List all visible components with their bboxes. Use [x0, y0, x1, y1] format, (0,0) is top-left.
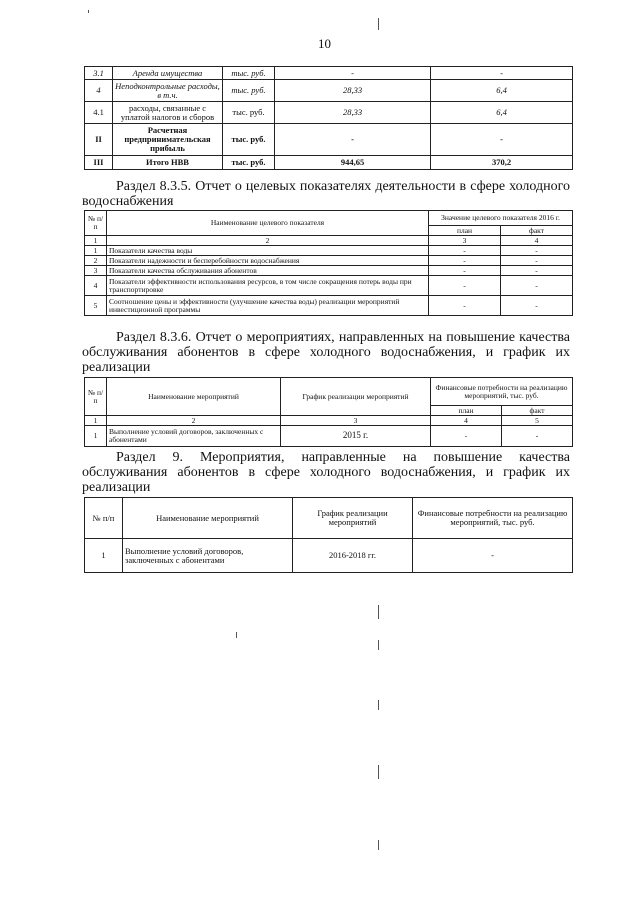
row-name: Соотношение цены и эффективности (улучшение качества воды) реализации мероприятий инвестиционной программы	[107, 296, 429, 316]
row-fact: -	[501, 256, 573, 266]
table-row	[85, 80, 573, 102]
header-num: № п/п	[85, 378, 107, 416]
section-9	[82, 450, 570, 495]
row-name: Показатели качества воды	[107, 246, 429, 256]
row-value-2: -	[431, 67, 573, 80]
row-plan: -	[429, 256, 501, 266]
row-name: Расчетная предпринимательская прибыль	[113, 124, 223, 156]
row-num: 1	[85, 246, 107, 256]
row-schedule: 2016-2018 гг.	[293, 539, 413, 573]
table-row	[85, 266, 573, 276]
row-plan: -	[429, 246, 501, 256]
header-schedule: График реализации мероприятий	[293, 498, 413, 539]
row-value-2: 6,4	[431, 102, 573, 124]
row-unit: тыс. руб.	[223, 67, 275, 80]
row-plan: -	[431, 426, 502, 447]
row-unit: тыс. руб.	[223, 124, 275, 156]
row-num: 1	[85, 426, 107, 447]
table-row	[85, 246, 573, 256]
table-row	[85, 256, 573, 266]
row-num: 3	[85, 266, 107, 276]
row-num: III	[85, 156, 113, 170]
row-value-1: 28,33	[275, 102, 431, 124]
row-name: Показатели качества обслуживания абонентов	[107, 266, 429, 276]
row-name: расходы, связанные с уплатой налогов и сборов	[113, 102, 223, 124]
row-unit: тыс. руб.	[223, 80, 275, 102]
header-fact: факт	[501, 226, 573, 236]
row-value-1: -	[275, 67, 431, 80]
header-row	[85, 211, 573, 226]
row-num: 1	[85, 539, 123, 573]
scan-speck	[378, 640, 379, 650]
row-name: Итого НВВ	[113, 156, 223, 170]
row-name: Выполнение условий договоров, заключенных с абонентами	[107, 426, 281, 447]
section-text: Отчет о целевых показателях деятельности в сфере холодного водоснабжения	[82, 179, 570, 209]
index-cell: 4	[431, 416, 502, 426]
measures-plan-table	[84, 497, 573, 573]
row-name: Показатели эффективности использования ресурсов, в том числе сокращения потерь воды при транспортировке	[107, 276, 429, 296]
scan-speck	[378, 605, 379, 619]
header-fact: факт	[502, 406, 573, 416]
table-row	[85, 426, 573, 447]
table-row	[85, 296, 573, 316]
header-plan: план	[431, 406, 502, 416]
row-num: 4.1	[85, 102, 113, 124]
header-fin: Финансовые потребности на реализацию мероприятий, тыс. руб.	[413, 498, 573, 539]
row-fin: -	[413, 539, 573, 573]
row-num: 5	[85, 296, 107, 316]
header-schedule: График реализации мероприятий	[281, 378, 431, 416]
section-text: Отчет о мероприятиях, направленных на повышение качества обслуживания абонентов в сфере холодного водоснабжения, и график их реализации	[82, 330, 571, 375]
row-schedule: 2015 г.	[281, 426, 431, 447]
nvv-table	[84, 66, 573, 170]
index-cell: 2	[107, 236, 429, 246]
row-plan: -	[429, 296, 501, 316]
row-value-2: -	[431, 124, 573, 156]
row-fact: -	[501, 296, 573, 316]
header-name: Наименование мероприятий	[107, 378, 281, 416]
row-value-2: 6,4	[431, 80, 573, 102]
row-unit: тыс. руб.	[223, 102, 275, 124]
index-cell: 5	[502, 416, 573, 426]
table-row	[85, 102, 573, 124]
index-cell: 3	[429, 236, 501, 246]
row-plan: -	[429, 276, 501, 296]
row-name: Выполнение условий договоров, заключенных с абонентами	[123, 539, 293, 573]
index-cell: 4	[501, 236, 573, 246]
index-row	[85, 236, 573, 246]
scan-speck	[88, 10, 89, 13]
row-name: Неподконтрольные расходы, в т.ч.	[113, 80, 223, 102]
section-8-3-5	[82, 179, 570, 209]
section-heading: Раздел 8.3.5.	[116, 179, 192, 194]
scan-speck	[378, 765, 379, 779]
section-heading: Раздел 8.3.6.	[116, 330, 192, 345]
table-row	[85, 156, 573, 170]
row-num: II	[85, 124, 113, 156]
row-num: 2	[85, 256, 107, 266]
table-row	[85, 276, 573, 296]
section-text: Мероприятия, направленные на повышение качества обслуживания абонентов в сфере холодного водоснабжения, и график их реализации	[82, 450, 570, 495]
row-name: Аренда имущества	[113, 67, 223, 80]
header-num: № п/п	[85, 211, 107, 236]
section-heading: Раздел 9.	[116, 450, 184, 465]
index-cell: 2	[107, 416, 281, 426]
row-num: 4	[85, 276, 107, 296]
header-num: № п/п	[85, 498, 123, 539]
table-row	[85, 539, 573, 573]
header-fin: Финансовые потребности на реализацию мероприятий, тыс. руб.	[431, 378, 573, 406]
page-number: 10	[318, 36, 331, 51]
header-name: Наименование целевого показателя	[107, 211, 429, 236]
header-plan: план	[429, 226, 501, 236]
target-indicators-table	[84, 210, 573, 316]
row-plan: -	[429, 266, 501, 276]
row-name: Показатели надежности и бесперебойности водоснабжения	[107, 256, 429, 266]
scan-speck	[378, 18, 379, 30]
header-row	[85, 378, 573, 406]
row-fact: -	[501, 276, 573, 296]
header-row	[85, 498, 573, 539]
row-value-1: 944,65	[275, 156, 431, 170]
index-cell: 1	[85, 416, 107, 426]
scan-speck	[236, 632, 237, 638]
index-cell: 1	[85, 236, 107, 246]
index-cell: 3	[281, 416, 431, 426]
header-name: Наименование мероприятий	[123, 498, 293, 539]
row-fact: -	[501, 266, 573, 276]
row-fact: -	[501, 246, 573, 256]
row-value-1: 28,33	[275, 80, 431, 102]
measures-report-table	[84, 377, 573, 447]
row-unit: тыс. руб.	[223, 156, 275, 170]
scan-speck	[378, 700, 379, 710]
row-num: 3.1	[85, 67, 113, 80]
row-num: 4	[85, 80, 113, 102]
table-row	[85, 67, 573, 80]
scan-speck	[378, 840, 379, 850]
index-row	[85, 416, 573, 426]
row-value-1: -	[275, 124, 431, 156]
row-value-2: 370,2	[431, 156, 573, 170]
header-value: Значение целевого показателя 2016 г.	[429, 211, 573, 226]
section-8-3-6	[82, 330, 570, 375]
row-fact: -	[502, 426, 573, 447]
table-row	[85, 124, 573, 156]
